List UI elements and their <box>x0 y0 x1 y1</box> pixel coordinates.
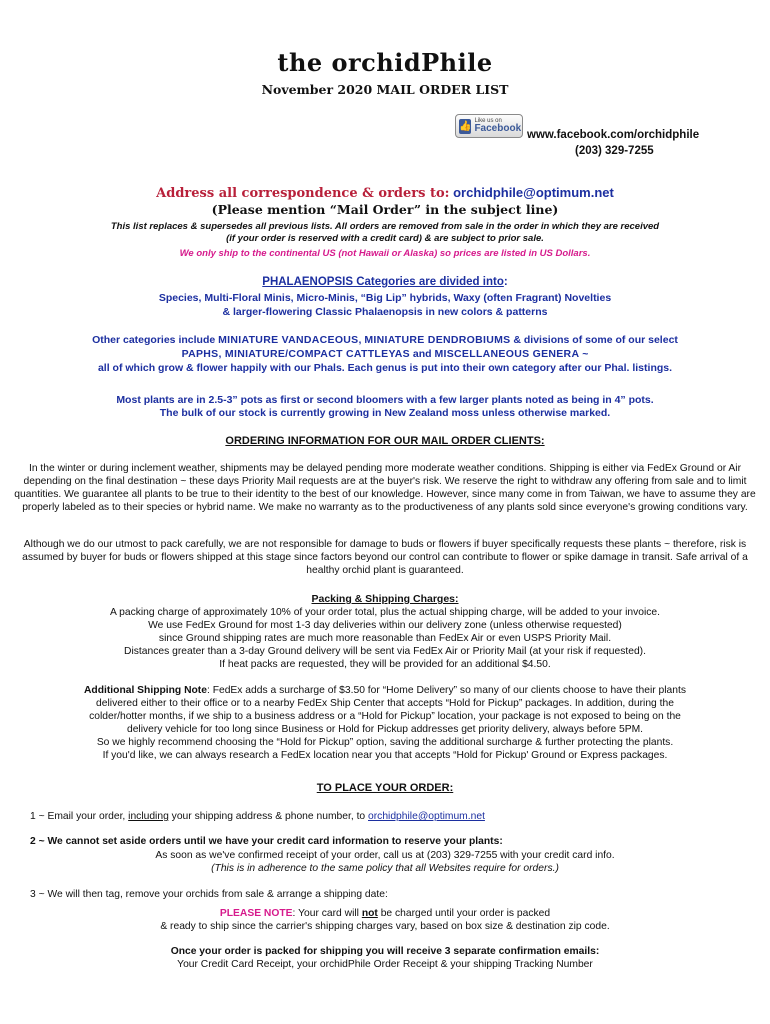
pot-size-note: Most plants are in 2.5-3” pots as first or second bloomers with a few larger plants noted as being in 4” pots. The bulk of our stock is currently growing in New Zealand moss unless otherwise marked. <box>116 394 654 419</box>
order-step-1: 1 ~ Email your order, including your shipping address & phone number, to orchidphile@optimum.net <box>30 811 485 822</box>
ordering-paragraph-1: In the winter or during inclement weather, shipments may be delayed pending more moderate weather conditions. Shipping is either via FedEx Ground or Air depending on the final destination ~ these days Priority Mail requests are at the buyer's risk. We reserve the right to withdraw any offering from sale and to limit quantities. We guarantee all plants to be true to their identity to the best of our knowledge. However, since many come in from Taiwan, we have to assume they are properly labeled as to their species or hybrid name. We make no warranty as to the productiveness of any plants sold since everyone's growing conditions vary. <box>14 463 756 513</box>
please-note-label: PLEASE NOTE <box>219 908 293 919</box>
place-order-heading: TO PLACE YOUR ORDER: <box>316 782 454 794</box>
supersede-notice: This list replaces & supersedes all previous lists. All orders are removed from sale in the order in which they are received (if your order is reserved with a credit card) & are subject to prior sale. <box>110 221 660 244</box>
page-subtitle: November 2020 MAIL ORDER LIST <box>261 82 509 97</box>
facebook-url[interactable]: www.facebook.com/orchidphile <box>527 129 700 141</box>
ordering-info-heading: ORDERING INFORMATION FOR OUR MAIL ORDER CLIENTS: <box>225 435 545 447</box>
facebook-like-button[interactable] <box>455 114 523 138</box>
order-step-2-details: As soon as we've confirmed receipt of your order, call us at (203) 329-7255 with your credit card info. (This is in adherence to the same policy that all Websites require for orders.) <box>155 850 615 874</box>
contact-email-link[interactable]: orchidphile@optimum.net <box>453 185 614 200</box>
order-step-3: 3 ~ We will then tag, remove your orchids from sale & arrange a shipping date: <box>30 889 388 900</box>
packing-details: A packing charge of approximately 10% of your order total, plus the actual shipping charge, will be added to your invoice. We use FedEx Ground for most 1-3 day deliveries within our delivery zone (unless otherwise requested) since Ground shipping rates are much more reasonable than FedEx Air or even USPS Priority Mail. Distances greater than a 3-day Ground delivery will be sent via FedEx Air or Priority Mail (at your risk if requested). If heat packs are requested, they will be provided for an additional $4.50. <box>109 607 661 670</box>
packing-heading: Packing & Shipping Charges: <box>311 593 459 605</box>
additional-shipping-note: Additional Shipping Note: FedEx adds a surcharge of $3.50 for “Home Delivery” so many of our clients choose to have their plants delivered either to their office or to a nearby FedEx Ship Center that accepts “Hold for Pickup” packages. In addition, during the colder/hotter months, if we ship to a business address or a “Hold for Pickup” location, your package is not exposed to being on the delivery vehicle for too long since Business or Hold for Pickup addresses get priority delivery, always before 5PM. So we highly recommend choosing the “Hold for Pickup” option, saving the additional surcharge & further protecting the plants. If you'd like, we can always research a FedEx location near you that accepts “Hold for Pickup' Ground or Express packages. <box>83 685 687 761</box>
address-label: Address all correspondence & orders to: <box>156 186 450 201</box>
order-step-2: 2 ~ We cannot set aside orders until we have your credit card information to reserve your plants: <box>30 836 503 847</box>
order-email-link[interactable]: orchidphile@optimum.net <box>368 811 485 822</box>
phalaenopsis-heading: PHALAENOPSIS Categories are divided into: <box>262 276 508 288</box>
please-note: PLEASE NOTE: Your card will not be charged until your order is packed & ready to ship since the carrier's shipping charges vary, based on box size & destination zip code. <box>160 908 610 932</box>
facebook-button-caption: Like us on <box>474 118 502 124</box>
phalaenopsis-categories: Species, Multi-Floral Minis, Micro-Minis, “Big Lip” hybrids, Waxy (often Fragrant) Novelties & larger-flowering Classic Phalaenopsis in new colors & patterns <box>158 292 612 318</box>
other-categories: Other categories include MINIATURE VANDACEOUS, MINIATURE DENDROBIUMS & divisions of some of our select PAPHS, MINIATURE/COMPACT CATTLEYAS and MISCELLANEOUS GENERA ~ all of which grow & flower happily with our Phals. Each genus is put into their own category after our Phal. listings. <box>92 334 678 374</box>
thumbs-up-icon: 👍 <box>459 120 472 132</box>
brand-title: the orchidPhile <box>277 48 493 77</box>
subject-line-note: (Please mention “Mail Order” in the subject line) <box>211 202 559 217</box>
facebook-button-label: Facebook <box>474 123 522 134</box>
shipping-region-note: We only ship to the continental US (not Hawaii or Alaska) so prices are listed in US Dollars. <box>179 248 591 259</box>
phone-number: (203) 329-7255 <box>575 145 654 157</box>
address-line <box>0 185 770 201</box>
ordering-paragraph-2: Although we do our utmost to pack carefully, we are not responsible for damage to buds or flowers if buyer specifically requests these plants ~ therefore, risk is assumed by buyer for buds or flowers shipped at this stage since factors beyond our control can contribute to flower or spike damage in transit. Safe arrival of a healthy orchid plant is guaranteed. <box>22 539 748 576</box>
confirmation-emails-note: Once your order is packed for shipping you will receive 3 separate confirmation emails: Your Credit Card Receipt, your orchidPhile Order Receipt & your shipping Tracking Number <box>170 946 600 970</box>
additional-shipping-label: Additional Shipping Note <box>83 685 207 696</box>
